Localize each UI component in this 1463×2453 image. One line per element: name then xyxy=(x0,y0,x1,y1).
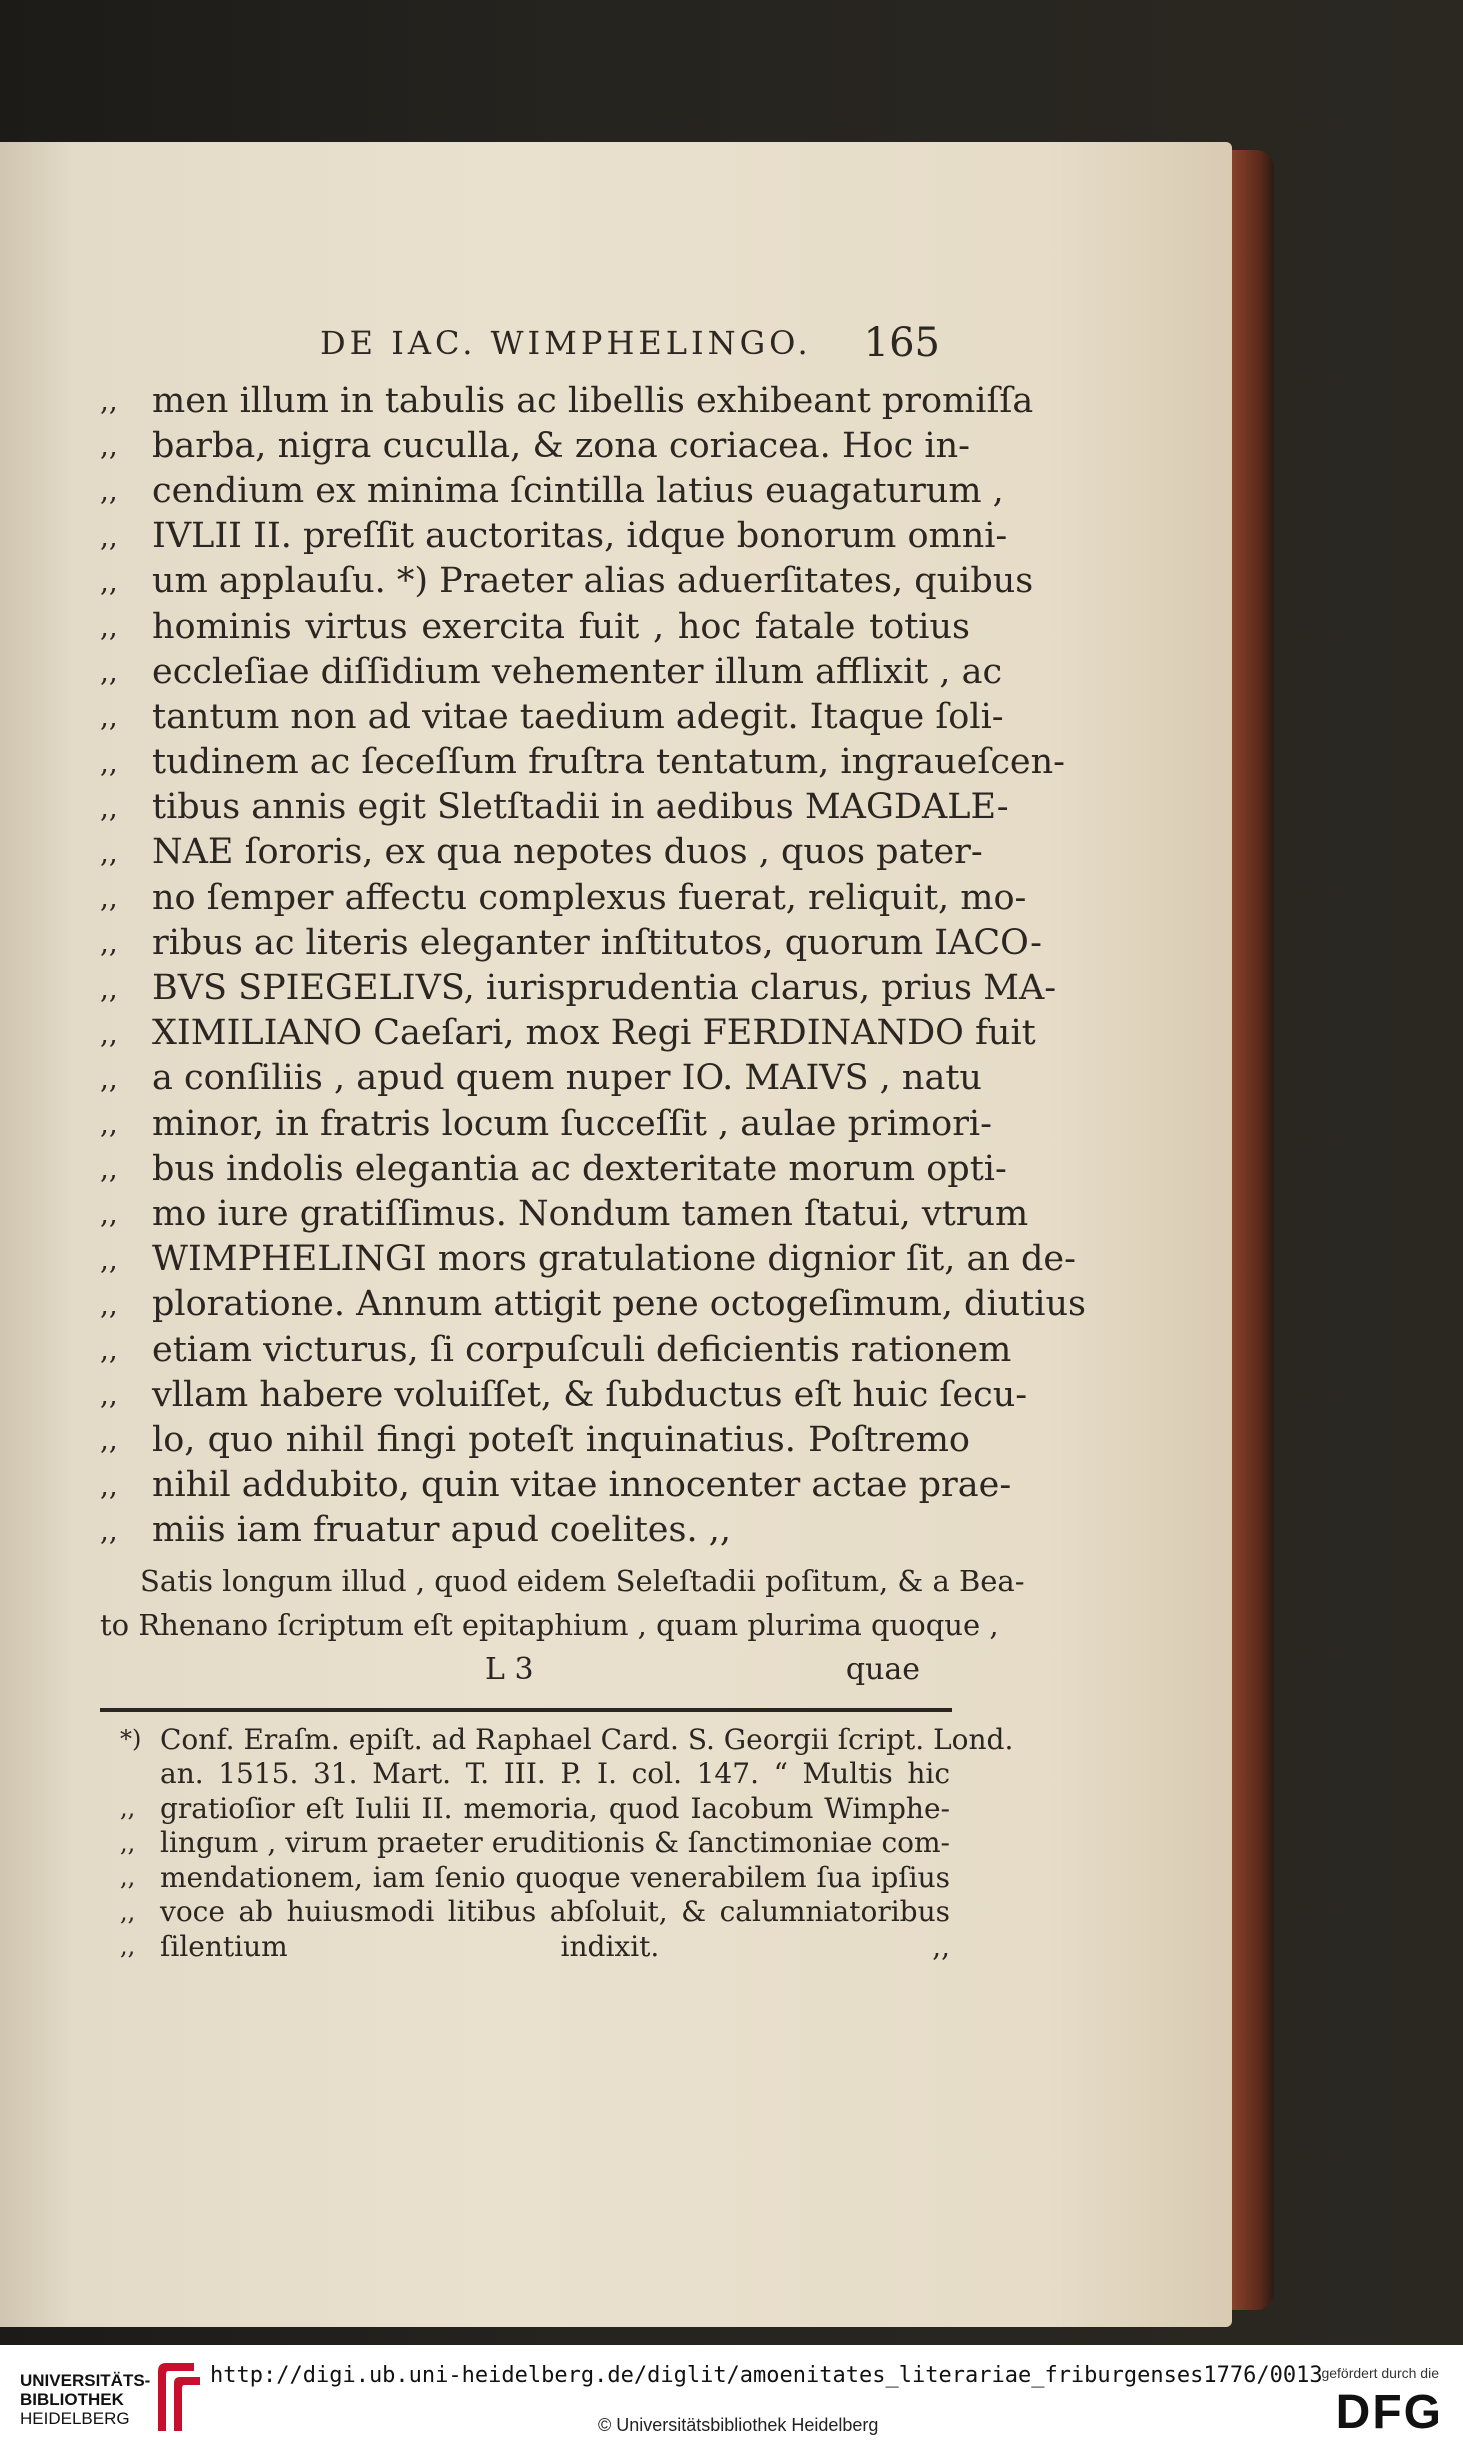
quote-mark: ,, xyxy=(100,519,118,553)
footnote-text: an. 1515. 31. Mart. T. III. P. I. col. 147. “ Multis hic xyxy=(160,1757,950,1791)
line-text: hominis virtus exercita fuit , hoc fatale totius xyxy=(152,606,970,647)
line-text: etiam victurus, ſi corpuſculi deficientis rationem xyxy=(152,1329,1012,1370)
line-text: ploratione. Annum attigit pene octogeſimum, diutius xyxy=(152,1284,1086,1325)
text-line xyxy=(100,514,1008,559)
line-text: cendium ex minima ſcintilla latius euagaturum , xyxy=(152,470,1004,511)
page-number: 165 xyxy=(863,320,940,366)
text-line xyxy=(100,1417,970,1462)
quote-mark: ,, xyxy=(100,384,118,418)
quote-mark: ,, xyxy=(100,1423,118,1457)
text-line xyxy=(100,423,970,468)
copyright-notice: © Universitätsbibliothek Heidelberg xyxy=(598,2415,879,2435)
quote-mark: ,, xyxy=(100,1016,118,1050)
text-line xyxy=(100,920,1042,965)
text-line xyxy=(100,965,1057,1010)
footnote-text: lingum , virum praeter eruditionis & ſanctimoniae com- xyxy=(160,1826,950,1860)
institution-line-1: UNIVERSITÄTS- xyxy=(20,2371,151,2390)
line-text: NAE ſororis, ex qua nepotes duos , quos pater- xyxy=(152,832,983,873)
text-line xyxy=(100,1282,1086,1327)
text-line xyxy=(100,378,1034,423)
text-line xyxy=(100,1237,1076,1282)
quote-mark: ,, xyxy=(100,1333,118,1367)
line-text: tudinem ac ſeceſſum fruſtra tentatum, ingraueſcen- xyxy=(152,742,1066,783)
footnotes xyxy=(120,1722,1014,1964)
quote-mark: ,, xyxy=(100,1287,118,1321)
line-text: barba, nigra cuculla, & zona coriacea. Hoc in- xyxy=(152,425,970,466)
signature-line xyxy=(100,1652,920,1696)
line-text: BVS SPIEGELIVS, iurisprudentia clarus, prius MA- xyxy=(152,968,1057,1009)
institution-logo-text[interactable] xyxy=(20,2371,150,2428)
quote-mark: ,, xyxy=(100,790,118,824)
footnote-line xyxy=(120,1860,950,1895)
line-text: men illum in tabulis ac libellis exhibeant promiſſa xyxy=(152,380,1034,421)
line-text: a conſiliis , apud quem nuper IO. MAIVS , natu xyxy=(152,1058,982,1099)
line-text: vllam habere voluiſſet, & ſubductus eſt huic ſecu- xyxy=(152,1374,1028,1415)
text-line xyxy=(100,1191,1029,1236)
footnote-text: voce ab huiusmodi litibus abſoluit, & calumniatoribus xyxy=(160,1895,950,1929)
running-head-title: DE IAC. WIMPHELINGO. xyxy=(320,324,812,362)
footnote-text: mendationem, iam ſenio quoque venerabilem ſua ipſius xyxy=(160,1860,950,1894)
line-text: miis iam fruatur apud coelites. ,, xyxy=(152,1510,731,1551)
footnote-line xyxy=(120,1722,1014,1757)
quote-mark: ,, xyxy=(100,745,118,779)
quote-mark: ,, xyxy=(100,610,118,644)
quote-mark: ,, xyxy=(100,1197,118,1231)
quote-mark: ,, xyxy=(100,1107,118,1141)
quote-mark: ,, xyxy=(100,429,118,463)
footnote-marker: ,, xyxy=(120,1897,136,1926)
quote-mark: ,, xyxy=(100,1378,118,1412)
text-line xyxy=(100,1056,982,1101)
catchword: quae xyxy=(845,1652,920,1687)
line-text: bus indolis elegantia ac dexteritate morum opti- xyxy=(152,1148,1007,1189)
footnote-marker: ,, xyxy=(120,1863,136,1892)
quote-mark: ,, xyxy=(100,1152,118,1186)
main-text xyxy=(100,378,1086,1647)
quote-mark: ,, xyxy=(100,1468,118,1502)
text-line xyxy=(100,875,1027,920)
line-text: um applauſu. *) Praeter alias aduerſitates, quibus xyxy=(152,561,1034,602)
line-text: mo iure gratiſſimus. Nondum tamen ſtatui, vtrum xyxy=(152,1193,1029,1234)
text-line xyxy=(100,1327,1012,1372)
paragraph-text: Satis longum illud , quod eidem Seleſtadii poſitum, & a Bea- xyxy=(140,1563,1025,1598)
text-line xyxy=(100,1146,1007,1191)
footnote-marker: ,, xyxy=(120,1794,136,1823)
footnote-line xyxy=(120,1929,950,1964)
text-line xyxy=(100,1372,1028,1417)
line-text: IVLII II. preſſit auctoritas, idque bonorum omni- xyxy=(152,516,1008,557)
paragraph-text: to Rhenano ſcriptum eſt epitaphium , quam plurima quoque , xyxy=(100,1607,999,1642)
footnote-rule xyxy=(100,1708,952,1712)
line-text: no ſemper affectu complexus fuerat, reliquit, mo- xyxy=(152,877,1027,918)
running-header xyxy=(320,318,940,368)
quote-mark: ,, xyxy=(100,926,118,960)
footnote-text: ſilentium indixit. ,, xyxy=(160,1929,950,1963)
institution-line-2: BIBLIOTHEK xyxy=(20,2390,124,2409)
quote-mark: ,, xyxy=(100,1061,118,1095)
footnote-marker: ,, xyxy=(120,1932,136,1961)
footnote-line xyxy=(120,1791,950,1826)
line-text: tibus annis egit Sletſtadii in aedibus MAGDALE- xyxy=(152,787,1009,828)
permalink-url[interactable]: http://digi.ub.uni-heidelberg.de/diglit/amoenitates_literariae_friburgenses1776/0013 xyxy=(210,2363,1323,2388)
text-line xyxy=(100,1011,1036,1056)
dfg-caption: gefördert durch die xyxy=(1321,2365,1439,2381)
footnote-line xyxy=(120,1895,950,1930)
signature-mark: L 3 xyxy=(485,1652,534,1687)
line-text: XIMILIANO Caeſari, mox Regi FERDINANDO fuit xyxy=(152,1013,1036,1054)
text-line xyxy=(100,1508,970,1553)
quote-mark: ,, xyxy=(100,835,118,869)
text-line xyxy=(100,604,970,649)
line-text: tantum non ad vitae taedium adegit. Itaque ſoli- xyxy=(152,696,1004,737)
quote-mark: ,, xyxy=(100,1513,118,1547)
text-line xyxy=(100,1101,992,1146)
text-line xyxy=(100,694,1004,739)
quote-mark: ,, xyxy=(100,564,118,598)
text-line xyxy=(100,830,983,875)
footnote-marker: *) xyxy=(120,1725,142,1754)
institution-line-3: HEIDELBERG xyxy=(20,2409,130,2428)
quote-mark: ,, xyxy=(100,881,118,915)
paragraph-line xyxy=(100,1603,999,1647)
text-line xyxy=(100,785,1009,830)
text-line xyxy=(100,1463,1012,1508)
viewer-footer xyxy=(0,2345,1463,2453)
footnote-marker: ,, xyxy=(120,1828,136,1857)
footnote-text: gratioſior eſt Iulii II. memoria, quod Iacobum Wimphe- xyxy=(160,1791,950,1825)
quote-mark: ,, xyxy=(100,655,118,689)
library-logo-icon xyxy=(150,2361,202,2433)
text-line xyxy=(100,649,1003,694)
quote-mark: ,, xyxy=(100,700,118,734)
line-text: eccleſiae diſſidium vehementer illum afflixit , ac xyxy=(152,651,1003,692)
line-text: ribus ac literis eleganter inſtitutos, quorum IACO- xyxy=(152,922,1042,963)
footnote-line xyxy=(120,1757,950,1792)
line-text: WIMPHELINGI mors gratulatione dignior ſit, an de- xyxy=(152,1239,1076,1280)
line-text: nihil addubito, quin vitae innocenter actae prae- xyxy=(152,1465,1012,1506)
paragraph-line xyxy=(100,1559,1025,1603)
dfg-logo[interactable]: DFG xyxy=(1335,2386,1443,2439)
quote-mark: ,, xyxy=(100,474,118,508)
text-line xyxy=(100,559,1034,604)
line-text: minor, in fratris locum ſucceſſit , aulae primori- xyxy=(152,1103,992,1144)
text-line xyxy=(100,740,1066,785)
quote-mark: ,, xyxy=(100,971,118,1005)
quote-mark: ,, xyxy=(100,1242,118,1276)
line-text: lo, quo nihil fingi poteſt inquinatius. Poſtremo xyxy=(152,1419,970,1460)
footnote-text: Conf. Eraſm. epiſt. ad Raphael Card. S. Georgii ſcript. Lond. xyxy=(160,1722,1014,1756)
text-line xyxy=(100,468,1004,513)
footnote-line xyxy=(120,1826,950,1861)
